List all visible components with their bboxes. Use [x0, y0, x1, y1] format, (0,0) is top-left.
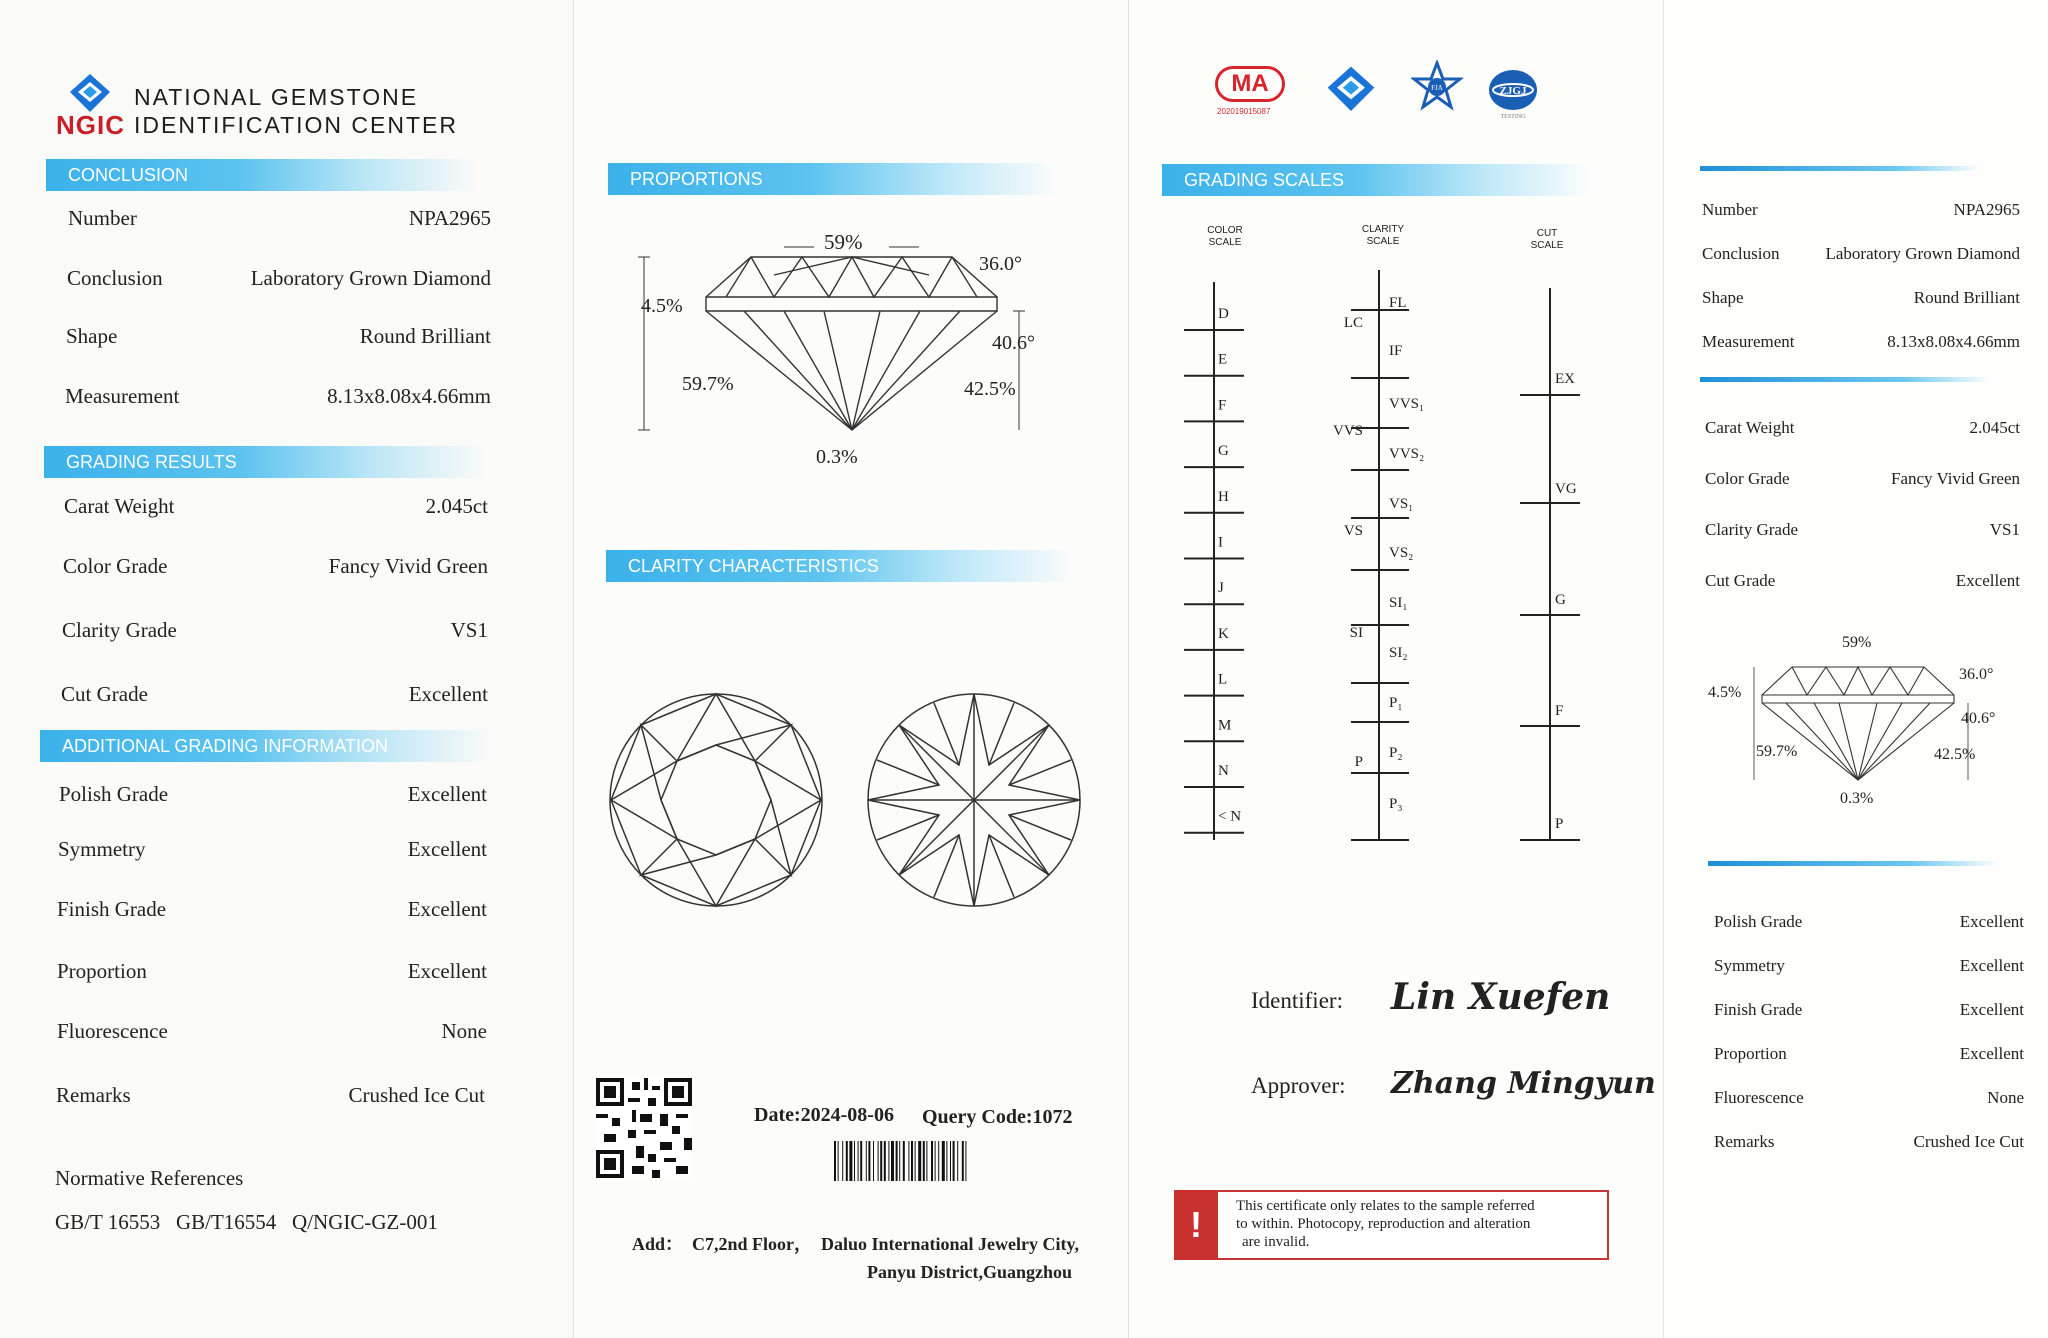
summary-table-percent: 59% — [1842, 634, 1872, 651]
summary-additional-label: Polish Grade — [1714, 912, 1803, 931]
barcode-bar — [911, 1141, 913, 1181]
grading-result-value: Fancy Vivid Green — [328, 554, 488, 578]
summary-additional-label: Fluorescence — [1714, 1088, 1804, 1107]
qr-code-icon[interactable] — [596, 1078, 692, 1178]
cut-scale-grade: VG — [1555, 481, 1577, 497]
warning-box — [1174, 1190, 1609, 1260]
barcode-bar — [834, 1141, 836, 1181]
summary-additional-label: Remarks — [1714, 1132, 1775, 1151]
barcode-bar — [942, 1141, 945, 1181]
barcode-bar — [965, 1141, 966, 1181]
summary-additional-value: Excellent — [1959, 956, 2024, 975]
barcode-bar — [957, 1141, 958, 1181]
barcode-bar — [846, 1141, 848, 1181]
barcode-bar — [938, 1141, 939, 1181]
clarity-scale-header-1: CLARITY — [1361, 224, 1405, 235]
color-scale-grade: J — [1218, 580, 1224, 597]
additional-info-label: Polish Grade — [59, 782, 169, 806]
summary-divider-2 — [1700, 377, 1990, 382]
summary-grading-value: Fancy Vivid Green — [1891, 469, 2020, 488]
brand-abbr: NGIC — [56, 110, 125, 140]
conclusion-value: NPA2965 — [408, 206, 491, 230]
zjgj-text: ZJGJ — [1499, 85, 1527, 97]
testing-text: TESTING — [1500, 114, 1526, 120]
cut-scale-grade: F — [1555, 703, 1564, 719]
clarity-scale-group: P — [1354, 754, 1363, 770]
barcode-bar — [950, 1141, 951, 1181]
ngic-diamond-logo-icon — [1323, 64, 1379, 116]
barcode-bar — [880, 1141, 882, 1181]
fja-text: FJA — [1431, 84, 1443, 92]
barcode-bar — [896, 1141, 898, 1181]
summary-additional-label: Symmetry — [1714, 956, 1785, 975]
summary-divider-1 — [1700, 166, 1980, 171]
warning-line2: to within. Photocopy, reproduction and alteration — [1236, 1216, 1531, 1232]
additional-info-label: Fluorescence — [57, 1019, 168, 1043]
clarity-scale-grade: SI₂ — [1389, 645, 1408, 661]
grading-result-value: Excellent — [408, 682, 488, 706]
normative-references-list: GB/T 16553 GB/T16554 Q/NGIC-GZ-001 — [55, 1210, 438, 1234]
barcode-bar — [903, 1141, 905, 1181]
summary-culet-size: 0.3% — [1840, 790, 1874, 807]
conclusion-panel — [0, 0, 573, 1338]
additional-info-value: Excellent — [407, 837, 487, 861]
cma-number: 202019015087 — [1217, 107, 1271, 116]
cut-scale-header-1: CUT — [1536, 228, 1558, 239]
summary-grading-value: 2.045ct — [1969, 418, 2020, 437]
barcode-bar — [858, 1141, 859, 1181]
pavilion-angle: 40.6° — [992, 332, 1035, 354]
grading-results-header: GRADING RESULTS — [44, 446, 484, 478]
clarity-scale-group: VVS — [1332, 423, 1363, 439]
color-scale-grade: E — [1218, 351, 1228, 368]
barcode-bar — [878, 1141, 879, 1181]
barcode-bar — [842, 1141, 843, 1181]
cut-scale-grade: EX — [1555, 371, 1575, 387]
warning-line1: This certificate only relates to the sample referred — [1236, 1198, 1535, 1214]
summary-additional-value: Crushed Ice Cut — [1913, 1132, 2024, 1151]
issue-date: Date:2024-08-06 — [754, 1104, 894, 1126]
crown-angle: 36.0° — [979, 253, 1022, 275]
query-code: Query Code:1072 — [922, 1106, 1073, 1128]
barcode-bar — [923, 1141, 925, 1181]
proportions-panel — [573, 0, 1128, 1338]
additional-info-value: Crushed Ice Cut — [348, 1083, 485, 1107]
color-scale-grade: M — [1218, 717, 1232, 734]
color-scale-grade: F — [1218, 397, 1227, 414]
grading-scales-header: GRADING SCALES — [1162, 164, 1592, 196]
summary-additional-value: Excellent — [1959, 1044, 2024, 1063]
approver-label: Approver: — [1251, 1073, 1346, 1098]
additional-grading-header: ADDITIONAL GRADING INFORMATION — [40, 730, 490, 762]
proportions-header: PROPORTIONS — [608, 163, 1058, 195]
clarity-scale-grade: VVS₂ — [1389, 446, 1425, 462]
barcode-bar — [891, 1141, 894, 1181]
barcode-bar — [915, 1141, 916, 1181]
barcode-bar — [935, 1141, 936, 1181]
summary-additional-label: Finish Grade — [1714, 1000, 1803, 1019]
normative-references-title: Normative References — [55, 1166, 244, 1190]
barcode-bar — [854, 1141, 855, 1181]
summary-grading-label: Cut Grade — [1705, 571, 1776, 590]
barcode-bar — [908, 1141, 909, 1181]
summary-crown-angle: 36.0° — [1959, 666, 1994, 683]
conclusion-value: Laboratory Grown Diamond — [250, 266, 491, 290]
address-line1: Add： C7,2nd Floor， Daluo International Jewelry City, — [632, 1234, 1080, 1254]
clarity-scale-grade: P₁ — [1389, 695, 1403, 711]
barcode-icon[interactable] — [834, 1141, 1069, 1181]
barcode-bar — [931, 1141, 933, 1181]
clarity-scale-header-2: SCALE — [1366, 236, 1400, 247]
clarity-scale-grade: P₃ — [1389, 796, 1403, 812]
additional-info-value: None — [441, 1019, 487, 1043]
barcode-bar — [838, 1141, 839, 1181]
clarity-scale-grade: VS₁ — [1389, 496, 1414, 512]
pavilion-depth: 42.5% — [964, 378, 1016, 400]
barcode-bar — [849, 1141, 852, 1181]
grading-result-value: 2.045ct — [425, 494, 488, 518]
clarity-scale-grade: SI₁ — [1389, 595, 1408, 611]
grading-result-value: VS1 — [450, 618, 488, 642]
cut-scale-grade: P — [1555, 816, 1564, 832]
grading-result-label: Cut Grade — [61, 682, 148, 706]
conclusion-label: Shape — [66, 324, 118, 348]
barcode-bar — [918, 1141, 921, 1181]
clarity-scale-grade: VS₂ — [1389, 545, 1414, 561]
barcode-bar — [866, 1141, 867, 1181]
barcode-bar — [953, 1141, 955, 1181]
color-scale-grade: L — [1218, 671, 1228, 688]
summary-conclusion-label: Measurement — [1702, 332, 1795, 351]
summary-pavilion-angle: 40.6° — [1961, 710, 1996, 727]
summary-additional-value: Excellent — [1959, 912, 2024, 931]
identifier-signature: Lin Xuefen — [1391, 976, 1611, 1018]
table-percent: 59% — [824, 230, 863, 254]
conclusion-header: CONCLUSION — [46, 159, 476, 191]
summary-grading-value: Excellent — [1955, 571, 2020, 590]
summary-conclusion-value: 8.13x8.08x4.66mm — [1887, 332, 2020, 351]
additional-info-value: Excellent — [407, 782, 487, 806]
summary-additional-value: Excellent — [1959, 1000, 2024, 1019]
grading-scales-chart — [1129, 270, 1664, 860]
summary-conclusion-label: Shape — [1702, 288, 1744, 307]
clarity-scale-grade: VVS₁ — [1389, 396, 1425, 412]
barcode-bar — [946, 1141, 947, 1181]
clarity-scale-group: SI — [1349, 625, 1363, 641]
summary-grading-label: Clarity Grade — [1705, 520, 1798, 539]
summary-total-depth: 59.7% — [1756, 743, 1798, 760]
zjgj-logo-icon — [1485, 64, 1541, 120]
color-scale-grade: D — [1218, 306, 1229, 322]
color-scale-header-2: SCALE — [1208, 237, 1242, 248]
summary-conclusion-label: Conclusion — [1702, 244, 1780, 263]
pavilion-plot-diagram — [864, 690, 1084, 910]
grading-result-label: Color Grade — [63, 554, 168, 578]
identifier-label: Identifier: — [1251, 988, 1343, 1013]
color-scale-grade: G — [1218, 443, 1229, 460]
barcode-bar — [899, 1141, 900, 1181]
color-scale-grade: K — [1218, 625, 1229, 642]
address-line2: Panyu District,Guangzhou — [866, 1262, 1072, 1282]
conclusion-label: Measurement — [65, 384, 180, 408]
barcode-bar — [868, 1141, 870, 1181]
crown-plot-diagram — [606, 690, 826, 910]
clarity-scale-grade: P₂ — [1389, 745, 1403, 761]
brand-name-line2: IDENTIFICATION CENTER — [134, 112, 458, 138]
barcode-bar — [884, 1141, 886, 1181]
cut-scale-grade: G — [1555, 592, 1566, 608]
summary-pavilion-depth: 42.5% — [1934, 746, 1976, 763]
summary-additional-value: None — [1987, 1088, 2024, 1107]
brand-name-line1: NATIONAL GEMSTONE — [134, 84, 419, 110]
clarity-scale-grade: FL — [1389, 295, 1407, 311]
summary-crown-height: 4.5% — [1708, 684, 1742, 701]
summary-conclusion-value: Laboratory Grown Diamond — [1825, 244, 2020, 263]
additional-info-value: Excellent — [407, 959, 487, 983]
clarity-scale-group: VS — [1343, 523, 1363, 539]
conclusion-value: Round Brilliant — [359, 324, 491, 348]
grading-scales-panel — [1128, 0, 1663, 1338]
summary-grading-value: VS1 — [1989, 520, 2020, 539]
additional-info-value: Excellent — [407, 897, 487, 921]
clarity-characteristics-header: CLARITY CHARACTERISTICS — [606, 550, 1076, 582]
summary-conclusion-value: NPA2965 — [1953, 200, 2020, 219]
grading-result-label: Clarity Grade — [62, 618, 177, 642]
summary-panel — [1663, 0, 2048, 1338]
cma-logo-icon: MA — [1215, 66, 1285, 102]
barcode-bar — [873, 1141, 874, 1181]
barcode-bar — [888, 1141, 889, 1181]
additional-info-label: Symmetry — [58, 837, 146, 861]
clarity-scale-grade: IF — [1389, 343, 1403, 359]
cut-scale-header-2: SCALE — [1530, 240, 1564, 251]
crown-height: 4.5% — [641, 295, 683, 317]
summary-additional-label: Proportion — [1714, 1044, 1787, 1063]
barcode-bar — [962, 1141, 964, 1181]
color-scale-grade: N — [1218, 763, 1229, 779]
clarity-scale-group: LC — [1343, 315, 1363, 331]
summary-grading-label: Color Grade — [1705, 469, 1790, 488]
color-scale-grade: I — [1218, 534, 1223, 551]
total-depth: 59.7% — [682, 373, 734, 395]
summary-grading-label: Carat Weight — [1705, 418, 1795, 437]
additional-info-label: Proportion — [57, 959, 147, 983]
fja-star-logo-icon — [1411, 60, 1463, 112]
approver-signature: Zhang Mingyun — [1391, 1066, 1656, 1101]
color-scale-header-1: COLOR — [1207, 225, 1243, 236]
summary-divider-3 — [1708, 861, 1998, 866]
color-scale-grade: < N — [1218, 808, 1242, 825]
conclusion-value: 8.13x8.08x4.66mm — [327, 384, 491, 408]
conclusion-label: Conclusion — [67, 266, 163, 290]
color-scale-grade: H — [1218, 488, 1229, 505]
barcode-bar — [860, 1141, 862, 1181]
summary-conclusion-label: Number — [1702, 200, 1758, 219]
additional-info-label: Finish Grade — [57, 897, 167, 921]
warning-icon: ! — [1174, 1190, 1218, 1260]
conclusion-label: Number — [68, 206, 137, 230]
summary-conclusion-value: Round Brilliant — [1913, 288, 2020, 307]
grading-result-label: Carat Weight — [64, 494, 175, 518]
warning-line3: are invalid. — [1242, 1234, 1310, 1250]
culet-size: 0.3% — [816, 446, 858, 468]
additional-info-label: Remarks — [56, 1083, 131, 1107]
barcode-bar — [926, 1141, 927, 1181]
